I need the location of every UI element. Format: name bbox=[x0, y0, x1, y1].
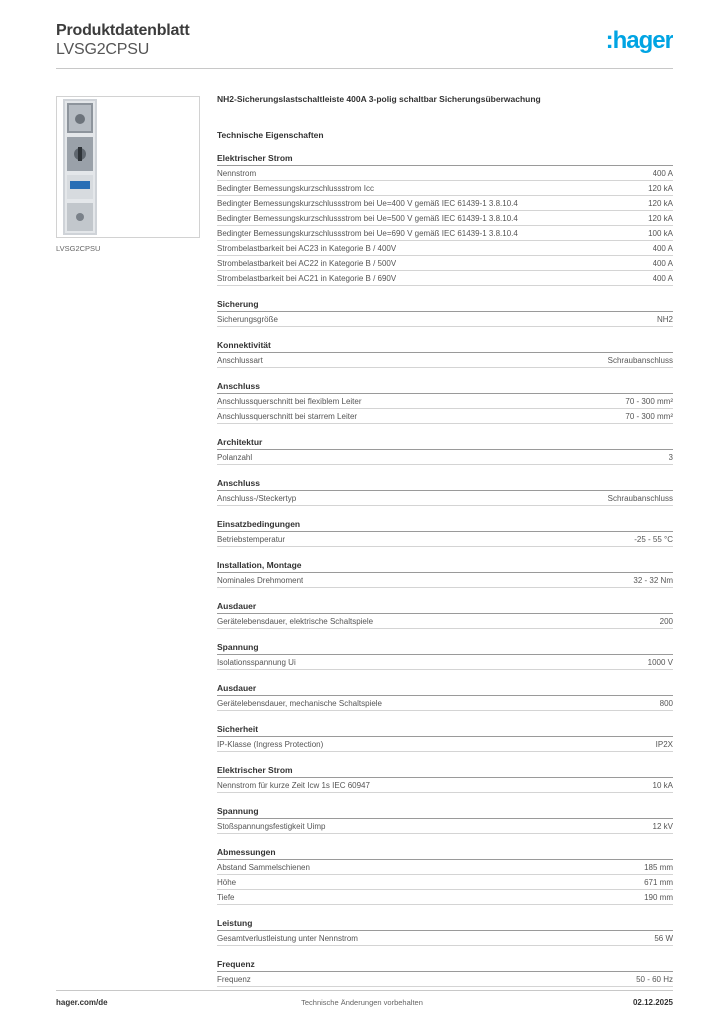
property-row bbox=[217, 573, 673, 588]
property-label: Stoßspannungsfestigkeit Uimp bbox=[217, 821, 326, 831]
property-value: 32 - 32 Nm bbox=[633, 575, 673, 585]
group-title: Spannung bbox=[217, 805, 673, 819]
group-title: Architektur bbox=[217, 436, 673, 450]
property-value: 70 - 300 mm² bbox=[625, 396, 673, 406]
property-row bbox=[217, 655, 673, 670]
property-groups bbox=[217, 152, 673, 987]
footer-date: 02.12.2025 bbox=[632, 998, 673, 1007]
group-title: Konnektivität bbox=[217, 339, 673, 353]
property-group bbox=[217, 477, 673, 506]
document-subtitle: LVSG2CPSU bbox=[56, 41, 150, 58]
group-title: Ausdauer bbox=[217, 600, 673, 614]
property-label: Gerätelebensdauer, elektrische Schaltspiele bbox=[217, 616, 374, 626]
group-title: Einsatzbedingungen bbox=[217, 518, 673, 532]
property-label: Nennstrom bbox=[217, 168, 257, 178]
hager-logo bbox=[581, 28, 673, 54]
property-label: Sicherungsgröße bbox=[217, 314, 278, 324]
group-title: Ausdauer bbox=[217, 682, 673, 696]
property-row bbox=[217, 778, 673, 793]
property-group bbox=[217, 682, 673, 711]
property-row bbox=[217, 819, 673, 834]
fuse-switch-strip-image bbox=[57, 97, 199, 237]
property-group bbox=[217, 958, 673, 987]
property-value: -25 - 55 °C bbox=[634, 534, 673, 544]
property-label: Bedingter Bemessungskurzschlussstrom bei Ue=690 V gemäß IEC 61439-1 3.8.10.4 bbox=[217, 228, 518, 238]
property-value: Schraubanschluss bbox=[607, 493, 673, 503]
property-row bbox=[217, 394, 673, 409]
group-title: Sicherheit bbox=[217, 723, 673, 737]
property-row bbox=[217, 166, 673, 181]
property-value: 10 kA bbox=[652, 780, 673, 790]
property-value: 400 A bbox=[652, 168, 673, 178]
group-title: Elektrischer Strom bbox=[217, 152, 673, 166]
property-label: Nennstrom für kurze Zeit Icw 1s IEC 60947 bbox=[217, 780, 370, 790]
property-label: Bedingter Bemessungskurzschlussstrom Icc bbox=[217, 183, 374, 193]
property-row bbox=[217, 312, 673, 327]
property-value: 120 kA bbox=[648, 198, 673, 208]
product-image bbox=[56, 96, 200, 238]
property-value: 56 W bbox=[654, 933, 673, 943]
property-label: Bedingter Bemessungskurzschlussstrom bei Ue=400 V gemäß IEC 61439-1 3.8.10.4 bbox=[217, 198, 518, 208]
property-row bbox=[217, 614, 673, 629]
property-group bbox=[217, 436, 673, 465]
property-value: 185 mm bbox=[644, 862, 673, 872]
group-title: Anschluss bbox=[217, 477, 673, 491]
property-value: 50 - 60 Hz bbox=[636, 974, 673, 984]
group-title: Sicherung bbox=[217, 298, 673, 312]
footer-divider bbox=[56, 990, 673, 991]
property-value: Schraubanschluss bbox=[607, 355, 673, 365]
property-label: Höhe bbox=[217, 877, 237, 887]
property-row bbox=[217, 931, 673, 946]
property-row bbox=[217, 241, 673, 256]
property-group bbox=[217, 518, 673, 547]
product-description: NH2-Sicherungslastschaltleiste 400A 3-polig schaltbar Sicherungsüberwachung bbox=[217, 94, 541, 104]
property-label: Anschlussart bbox=[217, 355, 263, 365]
group-title: Abmessungen bbox=[217, 846, 673, 860]
property-value: 671 mm bbox=[644, 877, 673, 887]
property-label: Anschlussquerschnitt bei flexiblem Leiter bbox=[217, 396, 362, 406]
property-label: Gerätelebensdauer, mechanische Schaltspiele bbox=[217, 698, 382, 708]
property-label: Anschlussquerschnitt bei starrem Leiter bbox=[217, 411, 358, 421]
property-group bbox=[217, 723, 673, 752]
property-group bbox=[217, 600, 673, 629]
property-value: 1000 V bbox=[647, 657, 673, 667]
property-group bbox=[217, 805, 673, 834]
property-label: Frequenz bbox=[217, 974, 251, 984]
property-label: Nominales Drehmoment bbox=[217, 575, 304, 585]
property-row bbox=[217, 890, 673, 905]
property-label: Polanzahl bbox=[217, 452, 253, 462]
property-group bbox=[217, 846, 673, 905]
group-title: Leistung bbox=[217, 917, 673, 931]
group-title: Elektrischer Strom bbox=[217, 764, 673, 778]
property-value: NH2 bbox=[656, 314, 673, 324]
property-row bbox=[217, 353, 673, 368]
property-value: IP2X bbox=[655, 739, 673, 749]
property-row bbox=[217, 409, 673, 424]
property-row bbox=[217, 271, 673, 286]
property-group bbox=[217, 559, 673, 588]
property-value: 400 A bbox=[652, 258, 673, 268]
header-divider bbox=[56, 68, 673, 69]
property-value: 100 kA bbox=[648, 228, 673, 238]
property-row bbox=[217, 875, 673, 890]
property-value: 12 kV bbox=[652, 821, 673, 831]
property-label: Strombelastbarkeit bei AC22 in Kategorie B / 500V bbox=[217, 258, 397, 268]
property-value: 70 - 300 mm² bbox=[625, 411, 673, 421]
property-group bbox=[217, 641, 673, 670]
property-value: 120 kA bbox=[648, 213, 673, 223]
property-group bbox=[217, 339, 673, 368]
property-group bbox=[217, 152, 673, 286]
property-label: IP-Klasse (Ingress Protection) bbox=[217, 739, 324, 749]
property-group bbox=[217, 917, 673, 946]
property-label: Strombelastbarkeit bei AC23 in Kategorie B / 400V bbox=[217, 243, 397, 253]
property-label: Gesamtverlustleistung unter Nennstrom bbox=[217, 933, 358, 943]
footer-website: hager.com/de bbox=[56, 998, 108, 1007]
property-value: 400 A bbox=[652, 243, 673, 253]
group-title: Spannung bbox=[217, 641, 673, 655]
document-title: Produktdatenblatt bbox=[56, 22, 190, 39]
property-value: 190 mm bbox=[644, 892, 673, 902]
property-row bbox=[217, 532, 673, 547]
section-heading: Technische Eigenschaften bbox=[217, 130, 324, 140]
property-group bbox=[217, 298, 673, 327]
product-image-label: LVSG2CPSU bbox=[56, 244, 101, 253]
group-title: Anschluss bbox=[217, 380, 673, 394]
property-row bbox=[217, 696, 673, 711]
property-row bbox=[217, 972, 673, 987]
property-value: 400 A bbox=[652, 273, 673, 283]
property-row bbox=[217, 450, 673, 465]
property-label: Betriebstemperatur bbox=[217, 534, 286, 544]
group-title: Installation, Montage bbox=[217, 559, 673, 573]
property-label: Tiefe bbox=[217, 892, 235, 902]
property-row bbox=[217, 860, 673, 875]
property-row bbox=[217, 211, 673, 226]
property-label: Anschluss-/Steckertyp bbox=[217, 493, 297, 503]
property-row bbox=[217, 491, 673, 506]
property-row bbox=[217, 181, 673, 196]
footer-disclaimer: Technische Änderungen vorbehalten bbox=[301, 998, 423, 1007]
property-value: 200 bbox=[659, 616, 673, 626]
property-row bbox=[217, 226, 673, 241]
property-value: 120 kA bbox=[648, 183, 673, 193]
property-row bbox=[217, 737, 673, 752]
property-label: Bedingter Bemessungskurzschlussstrom bei Ue=500 V gemäß IEC 61439-1 3.8.10.4 bbox=[217, 213, 518, 223]
property-row bbox=[217, 196, 673, 211]
datasheet-content bbox=[217, 92, 673, 987]
property-value: 800 bbox=[659, 698, 673, 708]
property-label: Strombelastbarkeit bei AC21 in Kategorie B / 690V bbox=[217, 273, 397, 283]
property-label: Abstand Sammelschienen bbox=[217, 862, 310, 872]
property-label: Isolationsspannung Ui bbox=[217, 657, 296, 667]
page-header bbox=[56, 22, 673, 68]
group-title: Frequenz bbox=[217, 958, 673, 972]
property-row bbox=[217, 256, 673, 271]
svg-text::hager: :hager bbox=[605, 28, 673, 54]
property-group bbox=[217, 380, 673, 424]
property-group bbox=[217, 764, 673, 793]
property-value: 3 bbox=[668, 452, 673, 462]
